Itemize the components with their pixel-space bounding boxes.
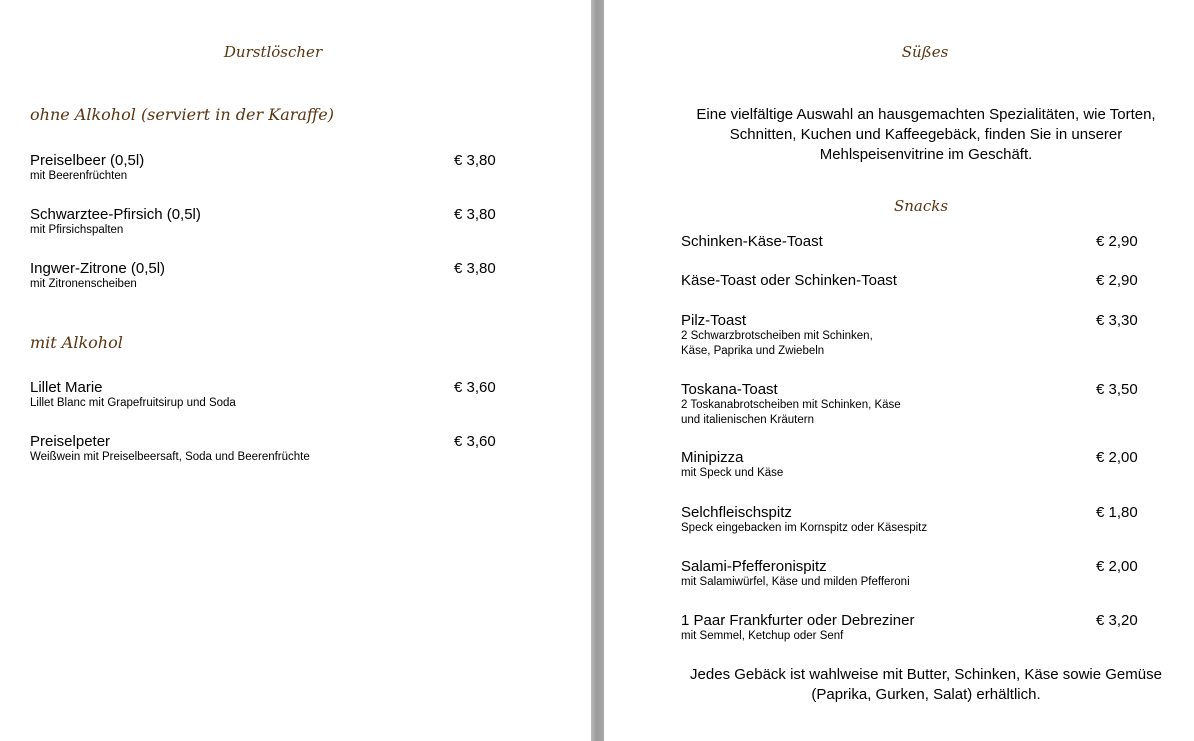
menu-item <box>30 152 500 184</box>
section-title-suesses: Süßes <box>901 43 949 61</box>
item-description: Weißwein mit Preiselbeersaft, Soda und Beerenfrüchte <box>30 451 310 463</box>
section-title-durstloescher: Durstlöscher <box>223 43 323 61</box>
item-description: mit Beerenfrüchten <box>30 170 128 182</box>
menu-item <box>681 612 1151 644</box>
item-price: € 2,00 <box>1096 558 1138 575</box>
menu-item <box>681 504 1151 536</box>
item-name: Preiselpeter <box>30 433 111 450</box>
menu-page-left <box>0 0 590 741</box>
item-price: € 1,80 <box>1096 504 1138 521</box>
item-price: € 3,60 <box>454 433 496 450</box>
item-price: € 2,00 <box>1096 449 1138 466</box>
subheading-mit-alkohol: mit Alkohol <box>30 333 123 352</box>
item-price: € 3,50 <box>1096 381 1138 398</box>
item-name: Minipizza <box>681 449 744 466</box>
item-name: Schinken-Käse-Toast <box>681 233 823 250</box>
footer-note: Jedes Gebäck ist wahlweise mit Butter, Schinken, Käse sowie Gemüse (Paprika, Gurken, Salat) erhältlich. <box>690 666 1162 703</box>
item-name: Lillet Marie <box>30 379 103 396</box>
item-description: mit Zitronenscheiben <box>30 278 137 290</box>
menu-item <box>30 206 500 238</box>
item-price: € 3,60 <box>454 379 496 396</box>
item-description: mit Semmel, Ketchup oder Senf <box>681 630 844 642</box>
item-description-line2: und italienischen Kräutern <box>681 414 814 426</box>
intro-paragraph: Eine vielfältige Auswahl an hausgemachten Spezialitäten, wie Torten, Schnitten, Kuchen und Kaffeegebäck, finden Sie in unserer Mehlspeisenvitrine im Geschäft. <box>696 106 1156 163</box>
item-name: Pilz-Toast <box>681 312 747 329</box>
page-divider <box>590 0 606 741</box>
item-name: Toskana-Toast <box>681 381 778 398</box>
item-name: Käse-Toast oder Schinken-Toast <box>681 272 897 289</box>
item-description: Speck eingebacken im Kornspitz oder Käsespitz <box>681 522 928 534</box>
item-description: mit Pfirsichspalten <box>30 224 124 236</box>
subheading-ohne-alkohol: ohne Alkohol (serviert in der Karaffe) <box>30 105 334 124</box>
item-description: mit Speck und Käse <box>681 467 784 479</box>
menu-page-right <box>606 0 1194 741</box>
item-name: Schwarztee-Pfirsich (0,5l) <box>30 206 201 223</box>
menu-item <box>681 558 1151 590</box>
item-price: € 2,90 <box>1096 233 1138 250</box>
item-price: € 3,80 <box>454 152 496 169</box>
item-name: 1 Paar Frankfurter oder Debreziner <box>681 612 915 629</box>
item-name: Ingwer-Zitrone (0,5l) <box>30 260 166 277</box>
item-price: € 3,20 <box>1096 612 1138 629</box>
item-description: 2 Schwarzbrotscheiben mit Schinken, <box>681 330 873 342</box>
menu-item <box>30 433 500 465</box>
menu-item <box>30 379 500 411</box>
item-description: mit Salamiwürfel, Käse und milden Pfefferoni <box>681 576 910 588</box>
item-description-line2: Käse, Paprika und Zwiebeln <box>681 345 825 357</box>
subheading-snacks: Snacks <box>893 197 949 215</box>
item-price: € 3,80 <box>454 206 496 223</box>
menu-item <box>681 381 1151 428</box>
menu-item <box>681 312 1151 359</box>
item-price: € 3,30 <box>1096 312 1138 329</box>
item-description: Lillet Blanc mit Grapefruitsirup und Soda <box>30 397 236 409</box>
item-name: Selchfleischspitz <box>681 504 792 521</box>
item-name: Salami-Pfefferonispitz <box>681 558 827 575</box>
menu-item <box>30 260 500 292</box>
menu-item <box>681 449 1151 481</box>
item-price: € 2,90 <box>1096 272 1138 289</box>
item-name: Preiselbeer (0,5l) <box>30 152 145 169</box>
item-description: 2 Toskanabrotscheiben mit Schinken, Käse <box>681 399 901 411</box>
menu-item <box>681 272 1151 289</box>
menu-item <box>681 233 1151 250</box>
item-price: € 3,80 <box>454 260 496 277</box>
